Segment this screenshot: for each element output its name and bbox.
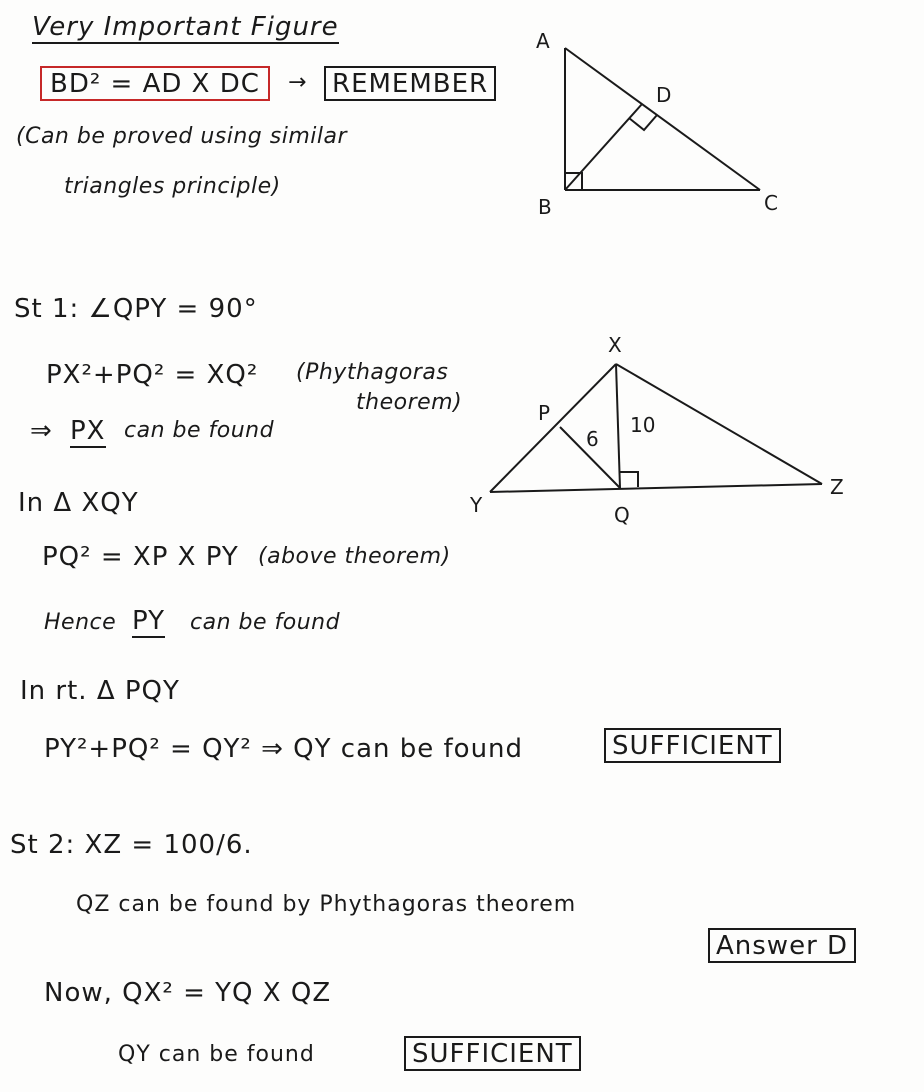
st1-line3: In Δ XQY xyxy=(18,488,139,518)
st1-line1-note: (Phythagoras xyxy=(296,360,449,385)
st1-line2-prefix: ⇒ xyxy=(30,416,53,446)
label-z: Z xyxy=(830,475,844,499)
note-line-2: triangles principle) xyxy=(64,174,281,199)
formula-box: BD² = AD X DC xyxy=(40,66,270,101)
label-x: X xyxy=(608,333,622,357)
st1-line2-var: PX xyxy=(70,416,106,446)
st1-line1-note2: theorem) xyxy=(356,390,463,415)
st1-line5-var: PY xyxy=(132,606,165,636)
st2-heading: St 2: XZ = 100/6. xyxy=(10,830,253,860)
label-ten: 10 xyxy=(630,413,656,437)
figure-xyz-triangle xyxy=(490,364,822,492)
st1-line2-suffix: can be found xyxy=(124,418,275,443)
label-c: C xyxy=(764,191,778,215)
label-six: 6 xyxy=(586,427,599,451)
st1-line5-suffix: can be found xyxy=(190,610,341,635)
st1-line6: In rt. Δ PQY xyxy=(20,676,180,706)
st1-line1: PX²+PQ² = XQ² xyxy=(46,360,259,390)
answer-box: Answer D xyxy=(708,928,856,963)
label-q: Q xyxy=(614,503,630,527)
label-d: D xyxy=(656,83,672,107)
st1-line4-note: (above theorem) xyxy=(258,544,451,569)
st1-line7: PY²+PQ² = QY² ⇒ QY can be found xyxy=(44,734,524,764)
st1-line5-prefix: Hence xyxy=(44,610,117,635)
figure-abc-triangle xyxy=(565,48,760,190)
st2-line2: Now, QX² = YQ X QZ xyxy=(44,978,332,1008)
st2-line3: QY can be found xyxy=(118,1042,315,1067)
arrow-right-icon: → xyxy=(288,70,308,95)
note-line-1: (Can be proved using similar xyxy=(16,124,348,149)
label-a: A xyxy=(536,29,550,53)
remember-box: REMEMBER xyxy=(324,66,496,101)
label-y: Y xyxy=(470,493,483,517)
page-title: Very Important Figure xyxy=(32,12,339,42)
st1-heading: St 1: ∠QPY = 90° xyxy=(14,294,258,324)
st1-line4: PQ² = XP X PY xyxy=(42,542,239,572)
label-p: P xyxy=(538,401,551,425)
label-b: B xyxy=(538,195,552,219)
st2-verdict-box: SUFFICIENT xyxy=(404,1036,581,1071)
st2-line1: QZ can be found by Phythagoras theorem xyxy=(76,892,577,917)
st1-verdict-box: SUFFICIENT xyxy=(604,728,781,763)
